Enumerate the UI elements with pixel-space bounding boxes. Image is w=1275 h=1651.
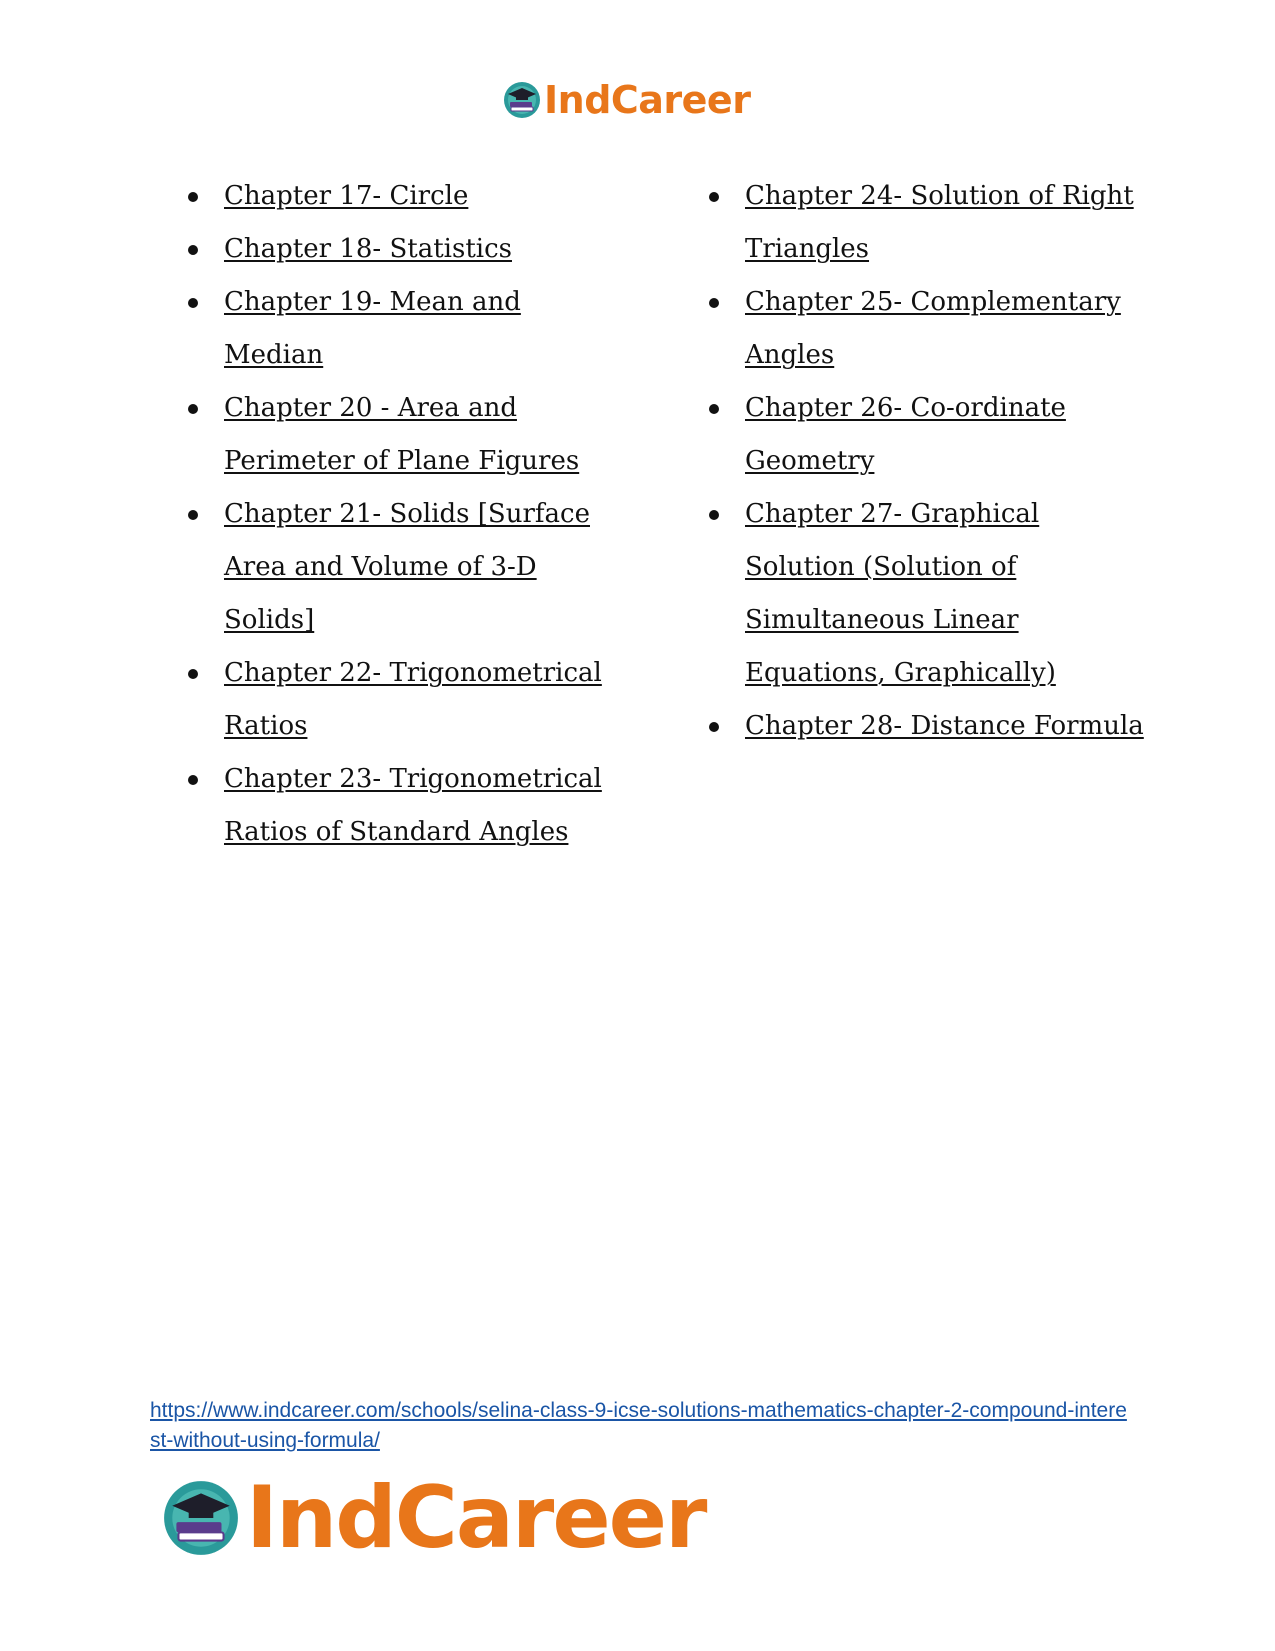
bullet-icon — [709, 298, 719, 308]
chapter-link[interactable]: Chapter 22- Trigonometrical Ratios — [224, 658, 602, 741]
chapter-link[interactable]: Chapter 23- Trigonometrical Ratios of Standard Angles — [224, 764, 602, 847]
list-item — [186, 223, 626, 276]
bullet-icon — [188, 669, 198, 679]
list-item — [707, 170, 1147, 276]
footer-url-link[interactable]: https://www.indcareer.com/schools/selina-class-9-icse-solutions-mathematics-chapter-2-compound-interest-without-using-formula/ — [150, 1399, 1127, 1452]
chapter-link[interactable]: Chapter 28- Distance Formula — [745, 711, 1144, 741]
bullet-icon — [709, 404, 719, 414]
chapter-link[interactable]: Chapter 24- Solution of Right Triangles — [745, 181, 1134, 264]
bullet-icon — [188, 775, 198, 785]
list-item — [707, 488, 1147, 700]
chapter-link[interactable]: Chapter 17- Circle — [224, 181, 469, 211]
graduation-cap-books-globe-icon — [502, 80, 542, 120]
list-item — [186, 276, 626, 382]
header-logo[interactable] — [502, 78, 750, 122]
chapter-link[interactable]: Chapter 27- Graphical Solution (Solution of Simultaneous Linear Equations, Graphically) — [745, 499, 1056, 688]
chapter-link[interactable]: Chapter 26- Co-ordinate Geometry — [745, 393, 1066, 476]
list-item — [707, 276, 1147, 382]
logo-wordmark: IndCareer — [246, 1468, 706, 1568]
list-item — [707, 700, 1147, 753]
bullet-icon — [188, 192, 198, 202]
list-item — [186, 647, 626, 753]
graduation-cap-books-globe-icon — [160, 1477, 242, 1559]
bullet-icon — [188, 245, 198, 255]
list-item — [186, 488, 626, 647]
chapter-link[interactable]: Chapter 25- Complementary Angles — [745, 287, 1121, 370]
chapter-link[interactable]: Chapter 19- Mean and Median — [224, 287, 521, 370]
bullet-icon — [188, 298, 198, 308]
chapter-list-right — [707, 170, 1147, 753]
list-item — [186, 382, 626, 488]
chapter-link[interactable]: Chapter 21- Solids [Surface Area and Volume of 3-D Solids] — [224, 499, 590, 635]
bullet-icon — [709, 510, 719, 520]
list-item — [186, 170, 626, 223]
chapter-link[interactable]: Chapter 18- Statistics — [224, 234, 512, 264]
chapter-link[interactable]: Chapter 20 - Area and Perimeter of Plane Figures — [224, 393, 580, 476]
bullet-icon — [709, 192, 719, 202]
footer-logo[interactable] — [160, 1468, 705, 1568]
logo-wordmark: IndCareer — [544, 78, 751, 122]
bullet-icon — [188, 510, 198, 520]
bullet-icon — [709, 722, 719, 732]
chapter-list-left — [186, 170, 626, 859]
list-item — [707, 382, 1147, 488]
list-item — [186, 753, 626, 859]
bullet-icon — [188, 404, 198, 414]
